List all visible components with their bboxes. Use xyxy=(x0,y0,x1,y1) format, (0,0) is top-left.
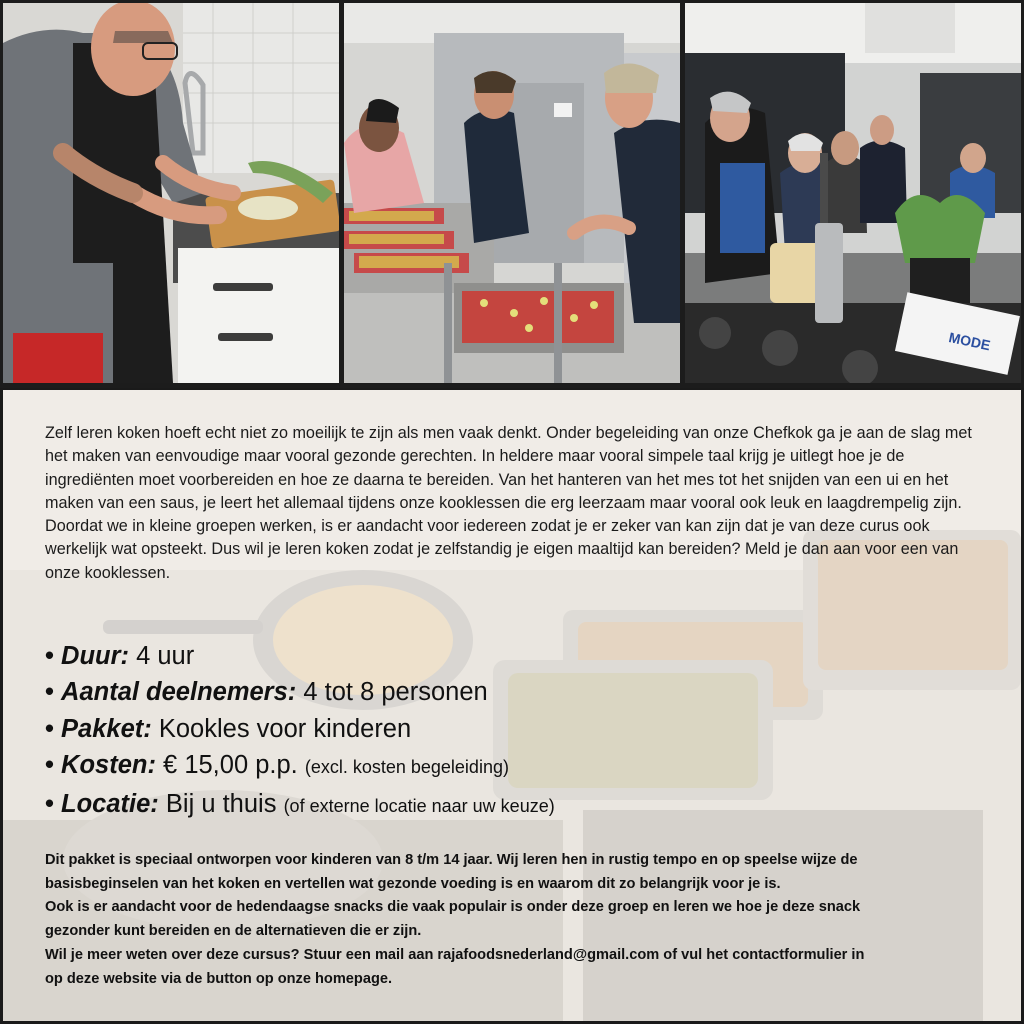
description-line: Dit pakket is speciaal ontworpen voor kinderen van 8 t/m 14 jaar. Wij leren hen in rustig tempo en op speelse wijze de xyxy=(45,852,858,868)
fact-participants xyxy=(45,674,985,710)
fact-key: Kosten: xyxy=(61,751,156,780)
bullet: • xyxy=(45,751,54,780)
bullet: • xyxy=(45,714,54,743)
fact-location xyxy=(45,786,985,824)
photo-group-preparing-pizzas xyxy=(344,3,680,383)
fact-note: (excl. kosten begeleiding) xyxy=(304,757,509,778)
description-line: Ook is er aandacht voor de hedendaagse snacks die vaak populair is onder deze groep en leren we hoe je deze snack xyxy=(45,899,861,916)
fact-value: Kookles voor kinderen xyxy=(158,714,412,743)
bullet: • xyxy=(45,789,54,818)
text-panel xyxy=(3,390,1021,1021)
description-line: gezonder kunt bereiden en de alternatieven die er zijn. xyxy=(45,923,422,940)
photo-strip xyxy=(0,0,1024,388)
fact-value: 4 uur xyxy=(136,642,195,670)
contact-line: Wil je meer weten over deze cursus? Stuur een mail aan rajafoodsnederland@gmail.com of vul het contactformulier in xyxy=(45,946,865,963)
description-line: basisbeginselen van het koken en vertellen wat gezonde voeding is en waarom dit zo belangrijk voor je is. xyxy=(45,875,781,892)
fact-duration xyxy=(45,638,985,674)
photo-participants-at-kitchen-island xyxy=(685,3,1021,383)
fact-key: Locatie: xyxy=(61,789,159,818)
fact-value: 4 tot 8 personen xyxy=(303,678,488,707)
fact-note: (of externe locatie naar uw keuze) xyxy=(283,795,555,816)
fact-value: € 15,00 p.p. xyxy=(163,751,298,780)
fact-costs xyxy=(45,747,985,785)
fact-key: Pakket: xyxy=(61,714,152,743)
fact-package xyxy=(45,711,985,747)
fact-value: Bij u thuis xyxy=(165,789,277,818)
course-facts-list xyxy=(45,638,985,824)
fact-key: Duur: xyxy=(61,642,130,670)
bullet: • xyxy=(45,678,54,707)
magazine-title: MODE xyxy=(947,329,992,354)
intro-paragraph: Zelf leren koken hoeft echt niet zo moeilijk te zijn als men vaak denkt. Onder begeleiding van onze Chefkok ga je aan de slag met het maken van eenvoudige maar vooral gezonde gerechten. In heldere maar vooral simpele taal krijg je uitlegt hoe je de ingrediënten moet voorbereiden en hoe ze daarna te bereiden. Van het hanteren van het mes tot het snijden van een ui en het maken van een saus, je leert het allemaal tijdens onze kooklessen die erg leerzaam maar vooral ook leuk en laagdrempelig zijn. Doordat we in kleine groepen werken, is er aandacht voor iedereen zodat je er zeker van kan zijn dat je van deze curus ook werkelijk wat opsteekt. Dus wil je leren koken zodat je zelfstandig je eigen maaltijd kan bereiden? Meld je dan aan voor een van onze kooklessen. xyxy=(45,424,972,582)
bullet: • xyxy=(45,642,54,670)
package-description xyxy=(45,849,995,991)
contact-line: op deze website via de button op onze homepage. xyxy=(45,970,393,987)
photo-chef-chopping-onion xyxy=(3,3,339,383)
fact-key: Aantal deelnemers: xyxy=(61,678,297,707)
